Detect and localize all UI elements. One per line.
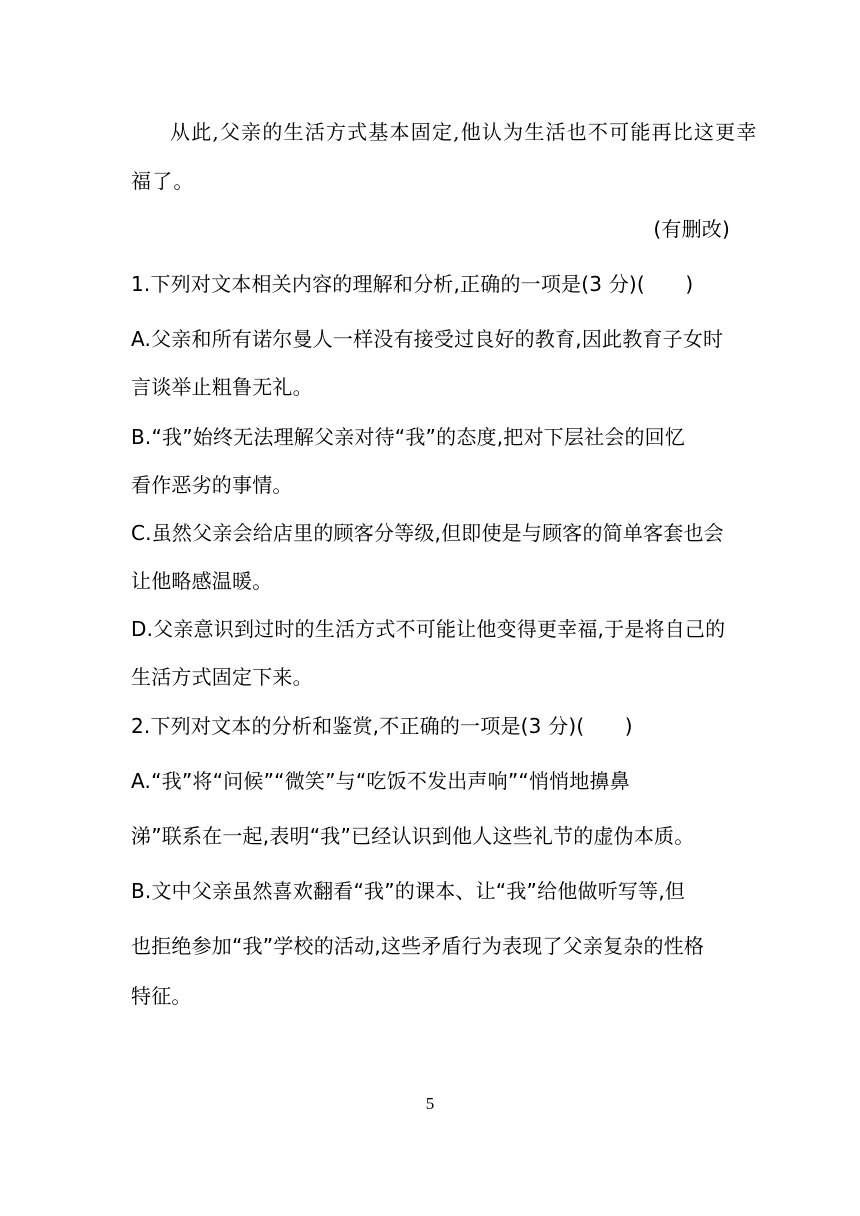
question-stem: 1.下列对文本相关内容的理解和分析,正确的一项是(3 分)( ) bbox=[131, 272, 694, 296]
option-line: A.父亲和所有诺尔曼人一样没有接受过良好的教育,因此教育子女时 bbox=[131, 327, 724, 351]
paragraph-line: 从此,父亲的生活方式基本固定,他认为生活也不可能再比这更幸 bbox=[170, 120, 758, 144]
option-line: 特征。 bbox=[131, 984, 192, 1008]
question-stem: 2.下列对文本的分析和鉴赏,不正确的一项是(3 分)( ) bbox=[131, 714, 633, 738]
option-line: 言谈举止粗鲁无礼。 bbox=[131, 375, 313, 399]
source-note: (有删改) bbox=[653, 217, 730, 241]
option-line: A.“我”将“问候”“微笑”与“吃饭不发出声响”“悄悄地擤鼻 bbox=[131, 769, 630, 793]
option-line: C.虽然父亲会给店里的顾客分等级,但即使是与顾客的简单客套也会 bbox=[131, 521, 724, 545]
option-line: 让他略感温暖。 bbox=[131, 569, 273, 593]
option-line: B.文中父亲虽然喜欢翻看“我”的课本、让“我”给他做听写等,但 bbox=[131, 879, 686, 903]
option-line: 涕”联系在一起,表明“我”已经认识到他人这些礼节的虚伪本质。 bbox=[131, 824, 695, 848]
option-line: 生活方式固定下来。 bbox=[131, 665, 313, 689]
option-line: B.“我”始终无法理解父亲对待“我”的态度,把对下层社会的回忆 bbox=[131, 425, 686, 449]
option-line: 看作恶劣的事情。 bbox=[131, 473, 293, 497]
paragraph-line: 福了。 bbox=[131, 169, 195, 193]
page-number: 5 bbox=[425, 1094, 435, 1113]
option-line: D.父亲意识到过时的生活方式不可能让他变得更幸福,于是将自己的 bbox=[131, 617, 726, 641]
option-line: 也拒绝参加“我”学校的活动,这些矛盾行为表现了父亲复杂的性格 bbox=[131, 934, 705, 958]
